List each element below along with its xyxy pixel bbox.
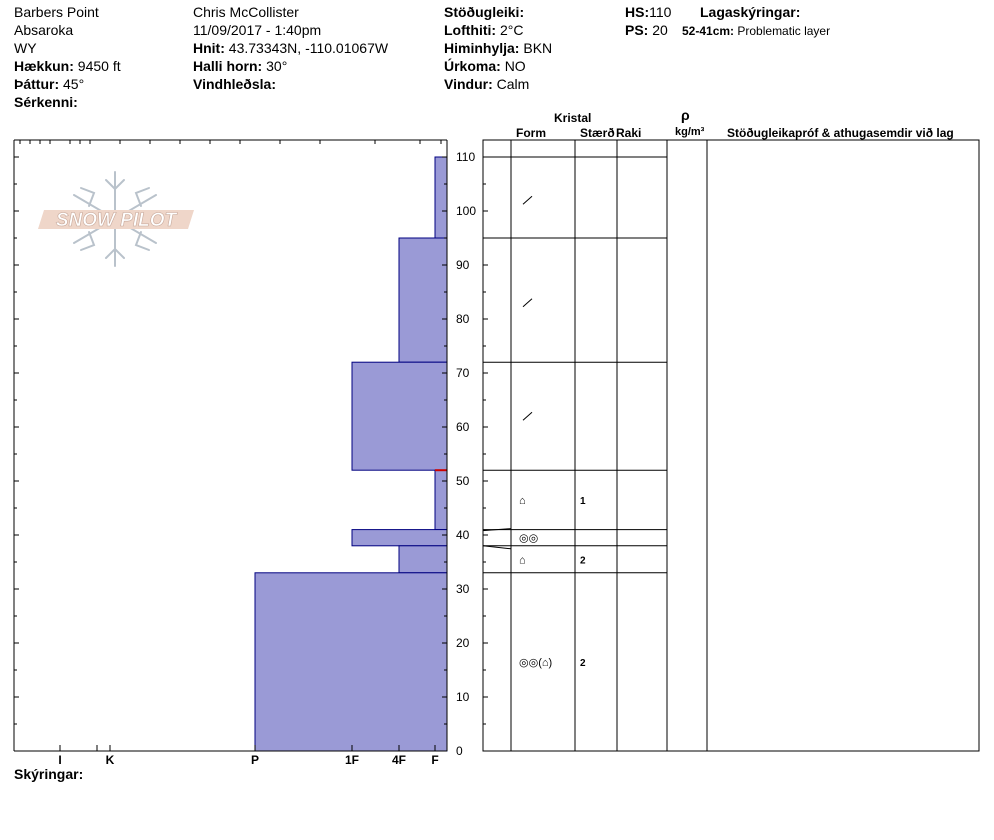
form-header: Form: [516, 126, 546, 140]
size-header: Stærð: [580, 126, 615, 140]
crystal-size: 2: [580, 657, 586, 669]
depth-tick-label: 20: [456, 636, 470, 650]
depth-tick-label: 100: [456, 204, 477, 218]
crystal-header: Kristal: [554, 111, 592, 125]
layer-table: [483, 140, 979, 751]
layer-note-range: 52-41cm:: [682, 24, 735, 38]
elevation-value: 9450 ft: [77, 58, 121, 74]
coords-value: 43.73343N, -110.01067W: [228, 40, 389, 56]
depth-tick-label: 40: [456, 528, 470, 542]
wind-value: Calm: [496, 76, 530, 92]
range: Absaroka: [14, 22, 74, 38]
ps-value: 20: [652, 22, 668, 38]
hs-value: 110: [649, 4, 672, 20]
location: Barbers Point: [14, 4, 99, 20]
depth-tick-label: 60: [456, 420, 470, 434]
hardness-label-K: K: [105, 753, 115, 767]
crystal-form-mark: [523, 299, 532, 307]
snow-pilot-logo: [38, 172, 194, 266]
depth-tick-label: 80: [456, 312, 470, 326]
crystal-form-mark: [523, 196, 532, 204]
hardness-layer: [399, 546, 447, 573]
state: WY: [14, 40, 37, 56]
depth-tick-label: 30: [456, 582, 470, 596]
hardness-label-F: F: [431, 753, 439, 767]
stability-label: Stöðugleiki:: [444, 4, 525, 20]
wind-loading-label: Vindhleðsla:: [193, 76, 276, 92]
depth-tick-label: 110: [456, 150, 476, 164]
aspect-value: 45°: [63, 76, 85, 92]
hardness-label-4F: 4F: [391, 753, 407, 767]
comments-label: Skýringar:: [14, 766, 84, 782]
depth-tick-label: 50: [456, 474, 470, 488]
sky-value: BKN: [523, 40, 553, 56]
crystal-form: ◎◎(⌂): [519, 656, 553, 669]
elevation-label: Hækkun:: [14, 58, 74, 74]
comments-header: Stöðugleikapróf & athugasemdir við lag: [727, 126, 954, 140]
depth-tick-label: 10: [456, 690, 470, 704]
layer-notes-label: Lagaskýringar:: [700, 4, 801, 20]
slope-value: 30°: [266, 58, 288, 74]
observer: Chris McCollister: [193, 4, 299, 20]
hardness-layer: [352, 362, 447, 470]
sky-label: Himinhylja:: [444, 40, 520, 56]
datetime: 11/09/2017 - 1:40pm: [193, 22, 322, 38]
precip-label: Úrkoma:: [444, 58, 501, 74]
density-unit: kg/m³: [675, 126, 705, 138]
depth-tick-label: 0: [456, 744, 463, 758]
crystal-form-mark: [523, 412, 532, 420]
hardness-label-P: P: [250, 753, 260, 767]
crystal-form: ⌂: [519, 554, 526, 567]
depth-tick-label: 90: [456, 258, 470, 272]
layer-note-text: Problematic layer: [737, 24, 831, 38]
table-border: [483, 140, 979, 751]
hardness-layer: [435, 157, 447, 238]
crystal-form: ◎◎: [519, 532, 539, 545]
hardness-layer: [255, 573, 447, 751]
logo-text: SNOW PILOT: [55, 210, 177, 231]
moisture-header: Raki: [616, 126, 642, 140]
hardness-layer: [352, 530, 447, 546]
crystal-size: 2: [580, 555, 586, 567]
ps-label: PS:: [625, 22, 649, 38]
hs-label: HS:: [625, 4, 650, 20]
slope-label: Halli horn:: [193, 58, 263, 74]
wind-label: Vindur:: [444, 76, 493, 92]
aspect-label: Þáttur:: [14, 76, 60, 92]
coords-label: Hnit:: [193, 40, 225, 56]
hardness-layers: [255, 157, 447, 751]
crystal-size: 1: [580, 495, 586, 507]
hardness-layer: [399, 238, 447, 362]
air-temp-value: 2°C: [499, 22, 524, 38]
precip-value: NO: [504, 58, 526, 74]
crystal-form: ⌂: [519, 494, 526, 507]
hardness-layer: [435, 470, 447, 529]
depth-tick-label: 70: [456, 366, 470, 380]
density-symbol: ρ: [681, 107, 690, 123]
air-temp-label: Lofthiti:: [444, 22, 497, 38]
hardness-label-1F: 1F: [344, 753, 360, 767]
features-label: Sérkenni:: [14, 94, 78, 110]
hardness-label-I: I: [58, 753, 62, 767]
